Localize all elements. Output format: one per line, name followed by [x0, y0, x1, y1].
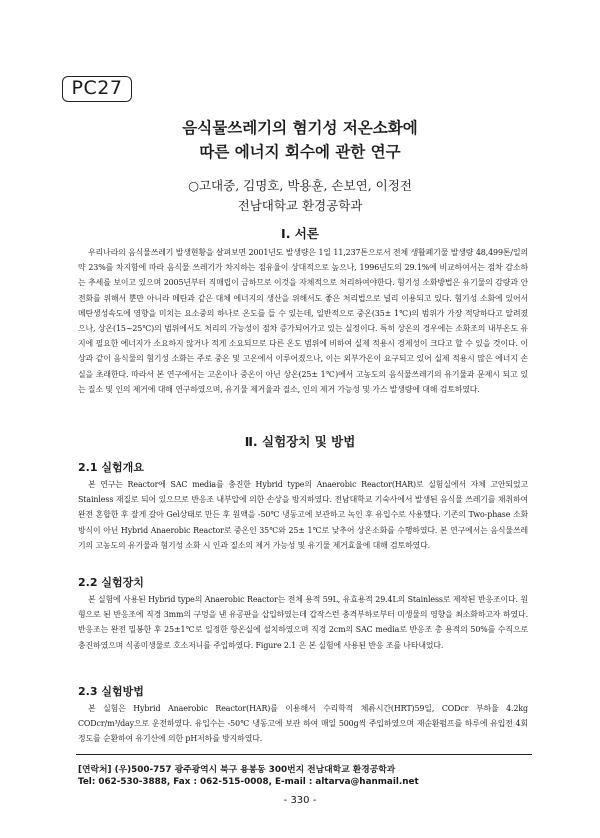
- authors: ○고대중, 김명호, 박용훈, 손보연, 이정전: [188, 178, 412, 193]
- heading-section-2-1: 2.1 실험개요: [78, 461, 144, 474]
- footer-divider: [76, 754, 532, 755]
- paper-code-badge: PC27: [62, 76, 132, 102]
- affiliation: 전남대학교 환경공학과: [237, 198, 363, 213]
- heading-methods: Ⅱ. 실험장치 및 방법: [244, 434, 356, 449]
- page-number: - 330 -: [283, 795, 317, 806]
- section-2-2-text: 본 실험에 사용된 Hybrid type의 Anaerobic Reactor는 전체 용적 59L, 유효용적 29.4L의 Stainless로 제작된 반응조이다. 원형으로 된 반응조에 직경 3mm의 구멍을 낸 유공판을 삽입하였는데 갑작스런 충격부하로부터 미생물의 영향을 최소화하고자 하였다. 반응조는 완전 밀봉한 후 25±1℃로 일정한 항온실에 설치하였으며 직경 2cm의 SAC media로 반응조 총 용적의 50%를 수직으로 충진하였으며 식종미생물로 호소저니를 주입하였다. Figure 2.1 은 본 실험에 사용된 반응 조를 나타내었다.: [78, 595, 528, 650]
- footer-tel-fax-email: Tel: 062-530-3888, Fax : 062-515-0008, E-mail : altarva@hanmail.net: [78, 777, 419, 787]
- section-2-1-text: 본 연구는 Reactor에 SAC media를 충진한 Hybrid type의 Anaerobic Reactor(HAR)로 실험실에서 자체 고안되었고 Stainless 재질로 되어 있으므로 반응조 내부압에 의한 손상을 방지하였다. 전남대학교 기숙사에서 발생된 음식물 쓰레기를 채취하여 완전 혼합한 후 잘게 갈아 Gel상태로 만든 후 원액을 -50℃ 냉동고에 보관하고 녹인 후 유입수로 사용했다. 기존의 Two-phase 소화방식이 아닌 Hybrid Anaerobic Reactor로 중온인 35℃와 25± 1℃로 낮추어 상온소화를 수행하였다. 본 연구에서는 음식물쓰레기의 고농도의 유기물과 혐기성 소화 시 인과 질소의 제거 가능성 및 유기물 제거효율에 대해 검토하였다.: [78, 480, 529, 550]
- section-2-3-text: 본 실험은 Hybrid Anaerobic Reactor(HAR)를 이용해서 수리학적 체류시간(HRT)59일, CODcr 부하율 4.2kg CODcr/m³/day으로 운전하였다. 유입수는 -50℃ 냉동고에 보관 하여 매일 500g씩 주입하였으며 재순환펌프를 하루에 유입전 4회 정도를 순환하여 유기산에 의한 pH저하를 방지하였다.: [78, 704, 528, 744]
- heading-section-2-2: 2.2 실험장치: [78, 576, 144, 589]
- paper-title-line-1: 음식물쓰레기의 혐기성 저온소화에: [182, 119, 418, 137]
- heading-section-2-3: 2.3 실험방법: [78, 685, 144, 698]
- footer-contact: [연락처] (우)500-757 광주광역시 북구 용봉동 300번지 전남대학교 환경공학과: [78, 765, 396, 775]
- introduction-text: 우리나라의 음식물쓰레기 발생현황을 살펴보면 2001년도 발생량은 1일 11,237톤으로서 전체 생활폐기물 발생량 48,499톤/일의 약 23%를 차지함에 따라 음식물 쓰레기가 차지하는 점유율이 상대적으로 높으나, 1996년도의 29.1%에 비교하여서는 점차 감소하는 추세를 보이고 있으며 2005년부터 직매립이 금하므로 이것을 자체적으로 처리하여야한다. 혐기성 소화방법은 유기물의 감량과 안전화를 위해서 뿐만 아니라 메탄과 같은 대체 에너지의 생산을 위해서도 좋은 처리법으로 널리 이용되고 있다. 혐기성 소화에 있어서 메탄생성속도에 영향을 미치는 요소중의 하나로 온도를 들 수 있는데, 일반적으로 중온(35± 1℃)의 범위가 가장 적당하다고 알려졌으나, 상온(15~25℃)의 범위에서도 처리의 가능성이 점차 증가되어가고 있는 실정이다. 특히 상온의 경우에는 소화조의 내부온도 유지에 필요한 에너지가 소요하지 않거나 적게 소요되므로 다른 온도 범위에 비하여 실제 적용시 경제성이 크다고 할 수 있을 것이다. 이상과 같이 음식물의 혐기성 소화는 주로 중온 및 고온에서 이루어졌으나, 이는 외부가온이 요구되고 있어 실제 적용시 많은 에너지 손실을 초래한다. 따라서 본 연구에서는 고온이나 중온이 아닌 상온(25± 1℃)에서 고농도의 음식물쓰레기의 유기물과 문제시 되고 있는 질소 및 인의 제거에 대해 연구하였으며, 유기물 제거율과 질소, 인의 제거 가능성 및 가스 발생량에 대해 검토하였다.: [78, 248, 528, 394]
- paper-title-line-2: 따른 에너지 회수에 관한 연구: [199, 143, 401, 161]
- heading-introduction: Ⅰ. 서론: [281, 226, 319, 241]
